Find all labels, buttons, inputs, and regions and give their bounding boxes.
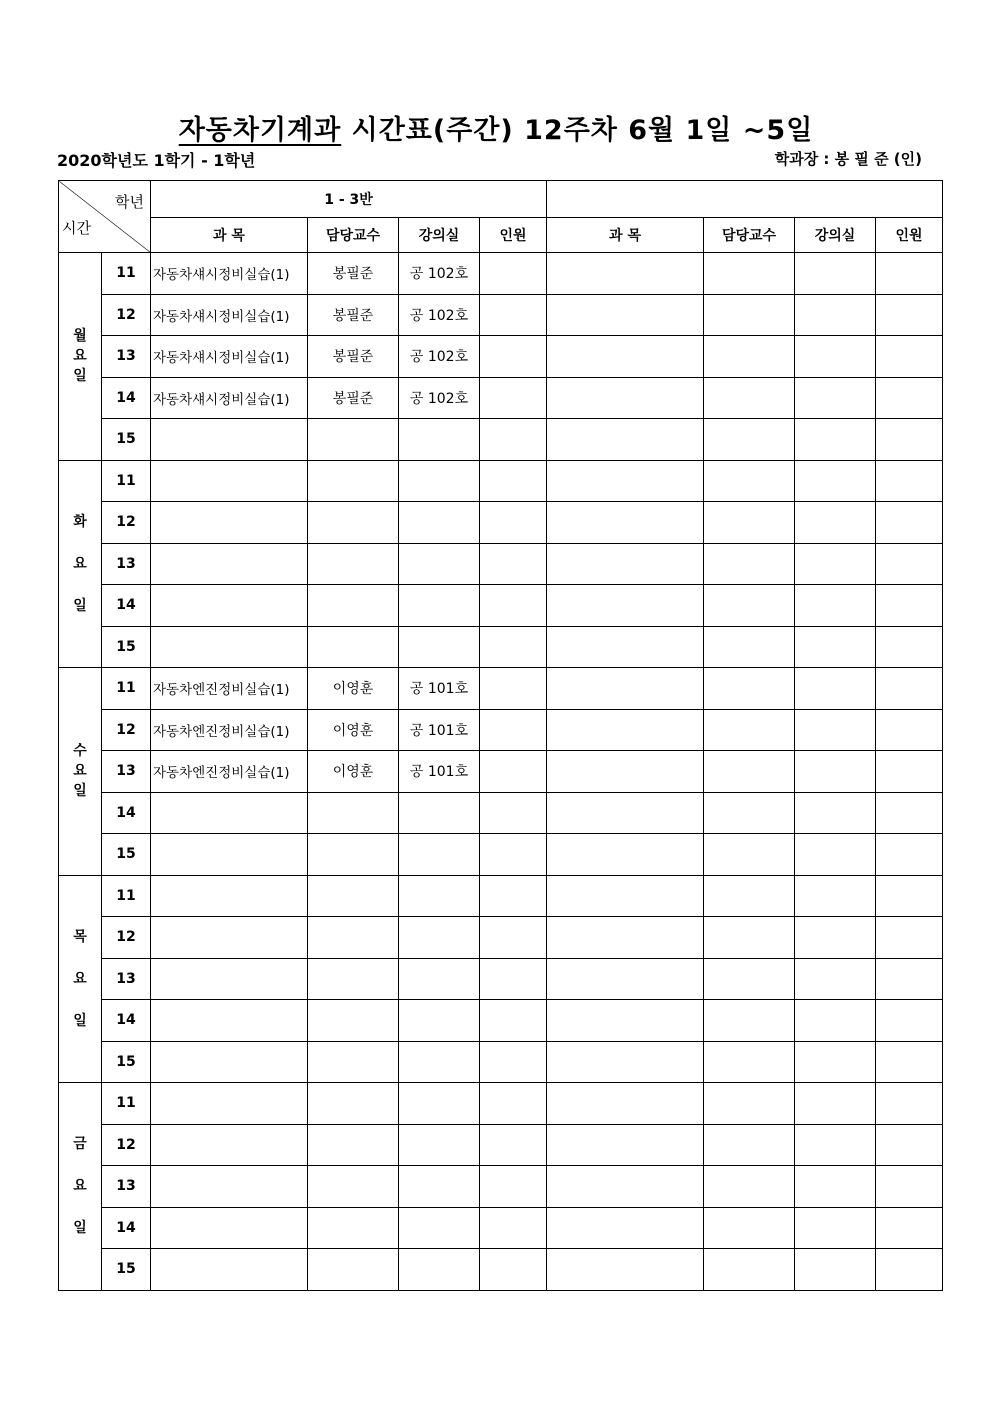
period-cell: 13 [102,1166,151,1208]
professor-cell: 이영훈 [308,709,399,751]
professor-cell: 봉필준 [308,336,399,378]
room-cell [399,1249,480,1291]
professor-cell-2 [704,668,795,710]
count-cell [480,377,547,419]
col-professor-2: 담당교수 [704,218,795,253]
day-char: 화 [73,513,87,530]
room-cell-2 [795,1000,876,1042]
professor-cell [308,875,399,917]
table-row [59,875,943,917]
count-cell-2 [876,253,943,295]
col-subject: 과 목 [151,218,308,253]
subject-cell [151,834,308,876]
count-cell [480,626,547,668]
subject-cell [151,1083,308,1125]
period-cell: 15 [102,419,151,461]
professor-cell [308,1124,399,1166]
professor-cell [308,792,399,834]
table-row [59,502,943,544]
col-room: 강의실 [399,218,480,253]
day-label [59,253,102,461]
subject-cell: 자동차섀시정비실습(1) [151,253,308,295]
count-cell-2 [876,751,943,793]
period-cell: 12 [102,709,151,751]
period-cell: 14 [102,1207,151,1249]
subject-cell: 자동차엔진정비실습(1) [151,668,308,710]
room-cell [399,543,480,585]
room-cell-2 [795,668,876,710]
subject-cell [151,502,308,544]
count-cell [480,709,547,751]
subject-cell [151,1124,308,1166]
count-cell [480,958,547,1000]
room-cell-2 [795,543,876,585]
count-cell-2 [876,585,943,627]
col-subject-2: 과 목 [547,218,704,253]
professor-cell-2 [704,377,795,419]
count-cell-2 [876,1166,943,1208]
table-row [59,377,943,419]
professor-cell [308,1041,399,1083]
day-label [59,875,102,1083]
subject-cell-2 [547,460,704,502]
count-cell [480,792,547,834]
room-cell [399,1041,480,1083]
room-cell-2 [795,1124,876,1166]
count-cell-2 [876,709,943,751]
day-char: 요 [73,348,87,365]
table-row [59,1041,943,1083]
subject-cell-2 [547,419,704,461]
room-cell-2 [795,1249,876,1291]
table-row [59,294,943,336]
professor-cell [308,626,399,668]
period-cell: 14 [102,1000,151,1042]
professor-cell [308,1000,399,1042]
professor-cell-2 [704,1166,795,1208]
professor-cell [308,1083,399,1125]
count-cell-2 [876,1041,943,1083]
table-row [59,709,943,751]
subject-cell-2 [547,1041,704,1083]
count-cell [480,1000,547,1042]
subject-cell-2 [547,834,704,876]
subject-cell [151,543,308,585]
room-cell [399,875,480,917]
professor-cell-2 [704,460,795,502]
room-cell [399,1083,480,1125]
day-char: 목 [73,928,87,945]
day-char: 일 [73,783,87,800]
room-cell [399,1166,480,1208]
subject-cell-2 [547,502,704,544]
day-char: 일 [73,1012,87,1029]
subject-cell [151,1207,308,1249]
subject-cell-2 [547,668,704,710]
count-cell-2 [876,419,943,461]
subject-cell: 자동차섀시정비실습(1) [151,294,308,336]
professor-cell: 봉필준 [308,253,399,295]
room-cell [399,585,480,627]
col-count-2: 인원 [876,218,943,253]
room-cell-2 [795,751,876,793]
count-cell-2 [876,336,943,378]
table-row [59,336,943,378]
room-cell [399,792,480,834]
room-cell-2 [795,502,876,544]
room-cell-2 [795,792,876,834]
subject-cell-2 [547,336,704,378]
day-char: 금 [73,1136,87,1153]
professor-cell-2 [704,751,795,793]
day-char: 일 [73,597,87,614]
period-cell: 15 [102,1041,151,1083]
subject-cell [151,1249,308,1291]
subject-cell-2 [547,751,704,793]
day-char: 요 [73,555,87,572]
professor-cell-2 [704,419,795,461]
table-row [59,1124,943,1166]
professor-cell-2 [704,1207,795,1249]
professor-cell [308,419,399,461]
room-cell-2 [795,377,876,419]
day-char: 요 [73,763,87,780]
professor-cell-2 [704,543,795,585]
table-row [59,460,943,502]
count-cell-2 [876,377,943,419]
count-cell-2 [876,958,943,1000]
room-cell [399,419,480,461]
col-room-2: 강의실 [795,218,876,253]
table-row [59,668,943,710]
corner-header-cell [59,181,151,253]
professor-cell-2 [704,917,795,959]
period-cell: 11 [102,668,151,710]
table-row [59,253,943,295]
count-cell-2 [876,668,943,710]
period-cell: 13 [102,543,151,585]
table-row [59,1249,943,1291]
count-cell [480,585,547,627]
room-cell: 공 102호 [399,294,480,336]
professor-cell-2 [704,626,795,668]
count-cell-2 [876,460,943,502]
count-cell [480,1207,547,1249]
class-header-1: 1 - 3반 [151,181,547,218]
subject-cell-2 [547,1166,704,1208]
room-cell [399,460,480,502]
department-head: 학과장 : 봉 필 준 (인) [774,150,922,168]
period-cell: 13 [102,751,151,793]
table-row [59,792,943,834]
subject-cell [151,958,308,1000]
room-cell-2 [795,1166,876,1208]
room-cell [399,834,480,876]
count-cell [480,834,547,876]
subject-cell-2 [547,875,704,917]
period-cell: 11 [102,460,151,502]
period-cell: 11 [102,253,151,295]
professor-cell [308,585,399,627]
subject-cell [151,1041,308,1083]
subject-cell-2 [547,917,704,959]
table-row [59,543,943,585]
subject-cell-2 [547,585,704,627]
day-char: 일 [73,1220,87,1237]
subject-cell [151,917,308,959]
room-cell-2 [795,917,876,959]
professor-cell [308,1207,399,1249]
period-cell: 14 [102,377,151,419]
count-cell [480,875,547,917]
period-cell: 12 [102,917,151,959]
table-row [59,958,943,1000]
page-title [0,108,992,147]
table-row [59,1207,943,1249]
count-cell-2 [876,1124,943,1166]
professor-cell-2 [704,294,795,336]
professor-cell [308,502,399,544]
table-row [59,1166,943,1208]
period-cell: 11 [102,875,151,917]
professor-cell-2 [704,253,795,295]
count-cell [480,668,547,710]
professor-cell-2 [704,336,795,378]
professor-cell-2 [704,1000,795,1042]
room-cell-2 [795,1083,876,1125]
count-cell-2 [876,294,943,336]
table-row [59,751,943,793]
count-cell [480,751,547,793]
room-cell-2 [795,626,876,668]
count-cell [480,543,547,585]
professor-cell: 이영훈 [308,751,399,793]
day-label [59,460,102,668]
count-cell-2 [876,1207,943,1249]
period-cell: 11 [102,1083,151,1125]
professor-cell-2 [704,1083,795,1125]
professor-cell [308,958,399,1000]
day-char: 일 [73,368,87,385]
room-cell-2 [795,585,876,627]
room-cell [399,917,480,959]
room-cell [399,958,480,1000]
period-cell: 15 [102,626,151,668]
count-cell [480,336,547,378]
professor-cell-2 [704,1041,795,1083]
professor-cell-2 [704,502,795,544]
period-cell: 13 [102,958,151,1000]
professor-cell [308,1166,399,1208]
count-cell-2 [876,1249,943,1291]
count-cell-2 [876,1083,943,1125]
count-cell-2 [876,626,943,668]
room-cell-2 [795,1207,876,1249]
time-label: 시간 [62,219,91,237]
day-label [59,1083,102,1291]
room-cell-2 [795,419,876,461]
subject-cell-2 [547,1000,704,1042]
subject-cell-2 [547,377,704,419]
room-cell [399,1207,480,1249]
subject-cell: 자동차엔진정비실습(1) [151,751,308,793]
professor-cell-2 [704,585,795,627]
period-cell: 14 [102,792,151,834]
professor-cell-2 [704,792,795,834]
room-cell-2 [795,834,876,876]
room-cell-2 [795,460,876,502]
period-cell: 15 [102,834,151,876]
room-cell-2 [795,253,876,295]
room-cell [399,502,480,544]
subject-cell [151,419,308,461]
subject-cell [151,460,308,502]
count-cell-2 [876,1000,943,1042]
room-cell [399,1124,480,1166]
count-cell-2 [876,875,943,917]
day-label [59,668,102,876]
table-row [59,917,943,959]
subject-cell: 자동차섀시정비실습(1) [151,377,308,419]
period-cell: 15 [102,1249,151,1291]
subject-cell-2 [547,709,704,751]
day-char: 수 [73,743,87,760]
room-cell: 공 101호 [399,709,480,751]
subject-cell-2 [547,294,704,336]
day-char: 요 [73,970,87,987]
count-cell-2 [876,502,943,544]
day-char: 요 [73,1178,87,1195]
count-cell [480,1041,547,1083]
professor-cell-2 [704,834,795,876]
count-cell [480,917,547,959]
count-cell-2 [876,834,943,876]
subject-cell [151,875,308,917]
col-count: 인원 [480,218,547,253]
room-cell-2 [795,709,876,751]
subject-cell [151,1000,308,1042]
period-cell: 12 [102,1124,151,1166]
period-cell: 14 [102,585,151,627]
professor-cell: 봉필준 [308,294,399,336]
subject-cell: 자동차엔진정비실습(1) [151,709,308,751]
room-cell: 공 102호 [399,336,480,378]
room-cell: 공 101호 [399,668,480,710]
grade-label: 학년 [115,193,144,211]
table-row [59,585,943,627]
professor-cell [308,460,399,502]
subject-cell [151,1166,308,1208]
subject-cell: 자동차섀시정비실습(1) [151,336,308,378]
professor-cell [308,1249,399,1291]
room-cell [399,1000,480,1042]
professor-cell-2 [704,1249,795,1291]
timetable [58,180,943,1291]
subject-cell-2 [547,253,704,295]
count-cell [480,1166,547,1208]
subject-cell-2 [547,958,704,1000]
count-cell [480,1124,547,1166]
room-cell-2 [795,1041,876,1083]
room-cell-2 [795,958,876,1000]
room-cell-2 [795,294,876,336]
subject-cell [151,585,308,627]
period-cell: 13 [102,336,151,378]
table-row [59,626,943,668]
count-cell-2 [876,792,943,834]
subject-cell-2 [547,1083,704,1125]
department-name: 자동차기계과 [178,115,342,146]
professor-cell [308,834,399,876]
table-row [59,1083,943,1125]
subject-cell-2 [547,1124,704,1166]
title-rest: 시간표(주간) 12주차 6월 1일 ~5일 [351,115,814,146]
subject-cell-2 [547,1207,704,1249]
count-cell [480,502,547,544]
professor-cell [308,917,399,959]
subject-cell [151,626,308,668]
subject-cell-2 [547,792,704,834]
room-cell: 공 102호 [399,377,480,419]
count-cell [480,1249,547,1291]
room-cell-2 [795,336,876,378]
table-row [59,1000,943,1042]
count-cell [480,294,547,336]
period-cell: 12 [102,502,151,544]
room-cell: 공 101호 [399,751,480,793]
professor-cell-2 [704,709,795,751]
subject-cell [151,792,308,834]
room-cell-2 [795,875,876,917]
count-cell [480,1083,547,1125]
professor-cell: 이영훈 [308,668,399,710]
professor-cell-2 [704,1124,795,1166]
room-cell: 공 102호 [399,253,480,295]
subject-cell-2 [547,1249,704,1291]
day-char: 월 [73,328,87,345]
col-professor: 담당교수 [308,218,399,253]
professor-cell [308,543,399,585]
subject-cell-2 [547,626,704,668]
count-cell-2 [876,543,943,585]
count-cell [480,419,547,461]
subject-cell-2 [547,543,704,585]
room-cell [399,626,480,668]
table-row [59,419,943,461]
count-cell [480,253,547,295]
class-header-2 [547,181,943,218]
count-cell-2 [876,917,943,959]
period-cell: 12 [102,294,151,336]
table-row [59,834,943,876]
count-cell [480,460,547,502]
professor-cell-2 [704,875,795,917]
professor-cell: 봉필준 [308,377,399,419]
professor-cell-2 [704,958,795,1000]
semester-info: 2020학년도 1학기 - 1학년 [57,151,256,170]
